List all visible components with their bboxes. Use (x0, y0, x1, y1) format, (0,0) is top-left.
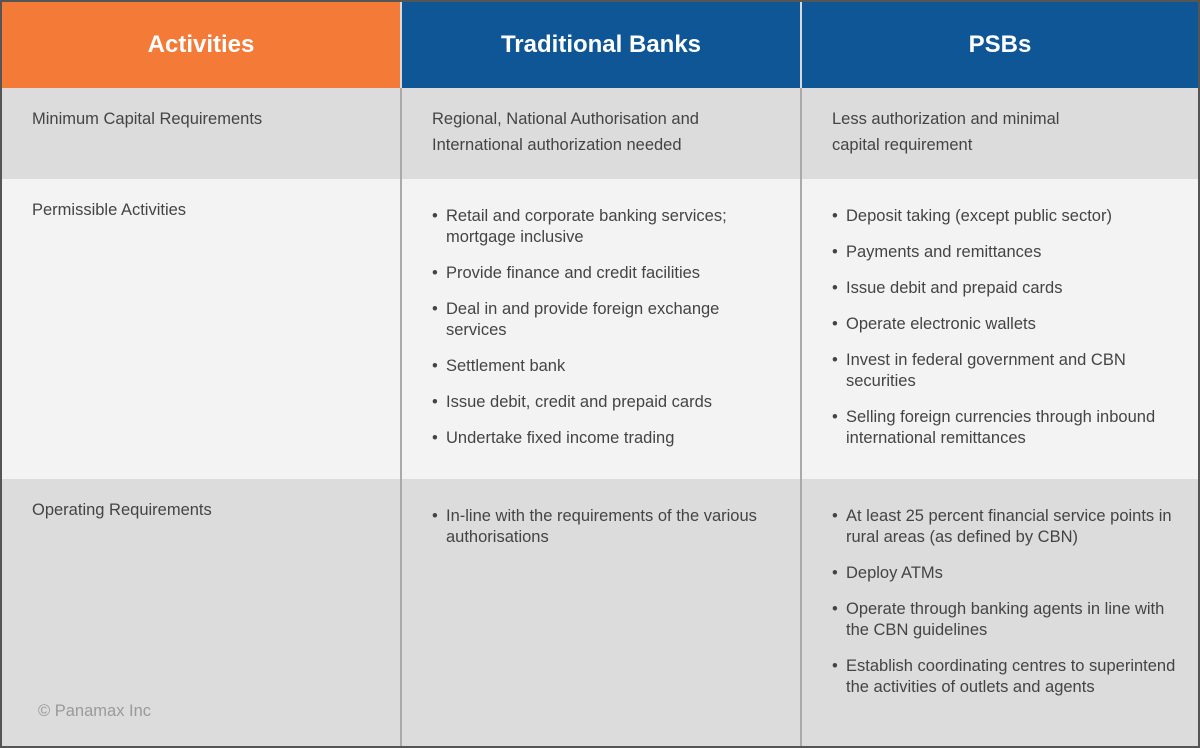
text-line: capital requirement (832, 136, 973, 154)
list-item: • Retail and corporate banking services; mortgage inclusive (432, 206, 780, 248)
row-label-text: Operating Requirements (32, 501, 212, 519)
row-label-permissible-activities: Permissible Activities (2, 179, 400, 479)
text-line: Less authorization and minimal (832, 110, 1060, 128)
header-traditional-banks: Traditional Banks (402, 2, 800, 88)
row-label-minimum-capital: Minimum Capital Requirements (2, 88, 400, 179)
traditional-operating-requirements (402, 479, 800, 746)
list-item: • Establish coordinating centres to superintend the activities of outlets and agents (832, 656, 1178, 698)
text-line: Regional, National Authorisation and (432, 110, 699, 128)
list-item: • Selling foreign currencies through inbound international remittances (832, 407, 1178, 449)
psbs-operating-requirements (802, 479, 1198, 746)
list-item: • Operate electronic wallets (832, 314, 1178, 335)
list-item: • Issue debit, credit and prepaid cards (432, 392, 780, 413)
bullet-list (432, 506, 780, 548)
list-item: • Deploy ATMs (832, 563, 1178, 584)
list-item: • In-line with the requirements of the various authorisations (432, 506, 780, 548)
list-item: • Deal in and provide foreign exchange services (432, 299, 780, 341)
header-psbs: PSBs (802, 2, 1198, 88)
text-line: International authorization needed (432, 136, 682, 154)
traditional-minimum-capital (402, 88, 800, 179)
list-item: • At least 25 percent financial service points in rural areas (as defined by CBN) (832, 506, 1178, 548)
header-activities: Activities (2, 2, 400, 88)
copyright-notice: © Panamax Inc (38, 702, 152, 720)
list-item: • Provide finance and credit facilities (432, 263, 780, 284)
row-label-operating-requirements (2, 479, 400, 746)
list-item: • Issue debit and prepaid cards (832, 278, 1178, 299)
psbs-minimum-capital (802, 88, 1198, 179)
list-item: • Payments and remittances (832, 242, 1178, 263)
list-item: • Settlement bank (432, 356, 780, 377)
psbs-permissible-activities (802, 179, 1198, 479)
list-item: • Deposit taking (except public sector) (832, 206, 1178, 227)
list-item: • Operate through banking agents in line with the CBN guidelines (832, 599, 1178, 641)
bullet-list (432, 206, 780, 449)
list-item: • Undertake fixed income trading (432, 428, 780, 449)
bullet-list (832, 206, 1178, 449)
list-item: • Invest in federal government and CBN securities (832, 350, 1178, 392)
bullet-list (832, 506, 1178, 698)
traditional-permissible-activities (402, 179, 800, 479)
